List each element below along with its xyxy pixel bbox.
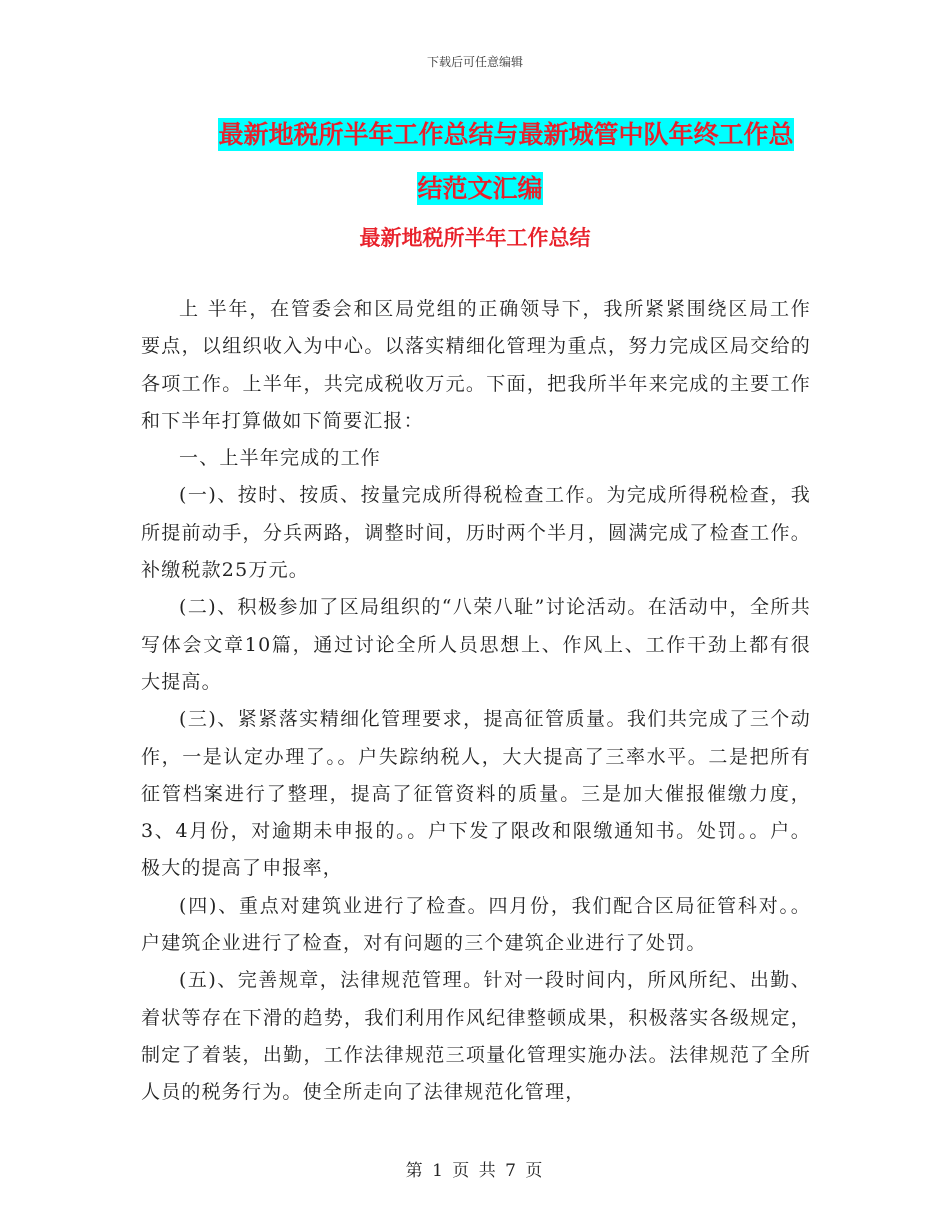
title-line-1: 最新地税所半年工作总结与最新城管中队年终工作总 [218,120,794,149]
page-header: 下载后可任意编辑 [426,55,523,69]
document-title [140,108,820,216]
paragraph: (四)、重点对建筑业进行了检查。四月份，我们配合区局征管科对。。户建筑企业进行了检查，对有问题的三个建筑企业进行了处罚。 [141,894,811,955]
paragraph: (五)、完善规章，法律规范管理。针对一段时间内，所风所纪、出勤、着状等存在下滑的趋势，我们利用作风纪律整顿成果，积极落实各级规定，制定了着装，出勤，工作法律规范三项量化管理实施办法。法律规范了全所人员的税务行为。使全所走向了法律规范化管理， [141,969,811,1104]
body-text [141,291,811,1112]
title-line-2: 结范文汇编 [417,174,543,203]
paragraph: 上 半年，在管委会和区局党组的正确领导下，我所紧紧围绕区局工作要点，以组织收入为中心。以落实精细化管理为重点，努力完成区局交给的各项工作。上半年，共完成税收万元。下面，把我所半年来完成的主要工作和下半年打算做如下简要汇报： [141,298,811,432]
page-footer: 第 1 页 共 7 页 [405,1161,545,1181]
section-title: 最新地税所半年工作总结 [359,226,591,250]
paragraph: (二)、积极参加了区局组织的“八荣八耻”讨论活动。在活动中，全所共写体会文章10篇，通过讨论全所人员思想上、作风上、工作干劲上都有很大提高。 [141,596,811,693]
paragraph: 一、上半年完成的工作 [179,447,382,470]
paragraph: (一)、按时、按质、按量完成所得税检查工作。为完成所得税检查，我所提前动手，分兵两路，调整时间，历时两个半月，圆满完成了检查工作。补缴税款25万元。 [141,484,811,582]
paragraph: (三)、紧紧落实精细化管理要求，提高征管质量。我们共完成了三个动作，一是认定办理了。。户失踪纳税人，大大提高了三率水平。二是把所有征管档案进行了整理，提高了征管资料的质量。三是加大催报催缴力度，3、4月份，对逾期未申报的。。户下发了限改和限缴通知书。处罚。。户。极大的提高了申报率， [141,708,811,880]
